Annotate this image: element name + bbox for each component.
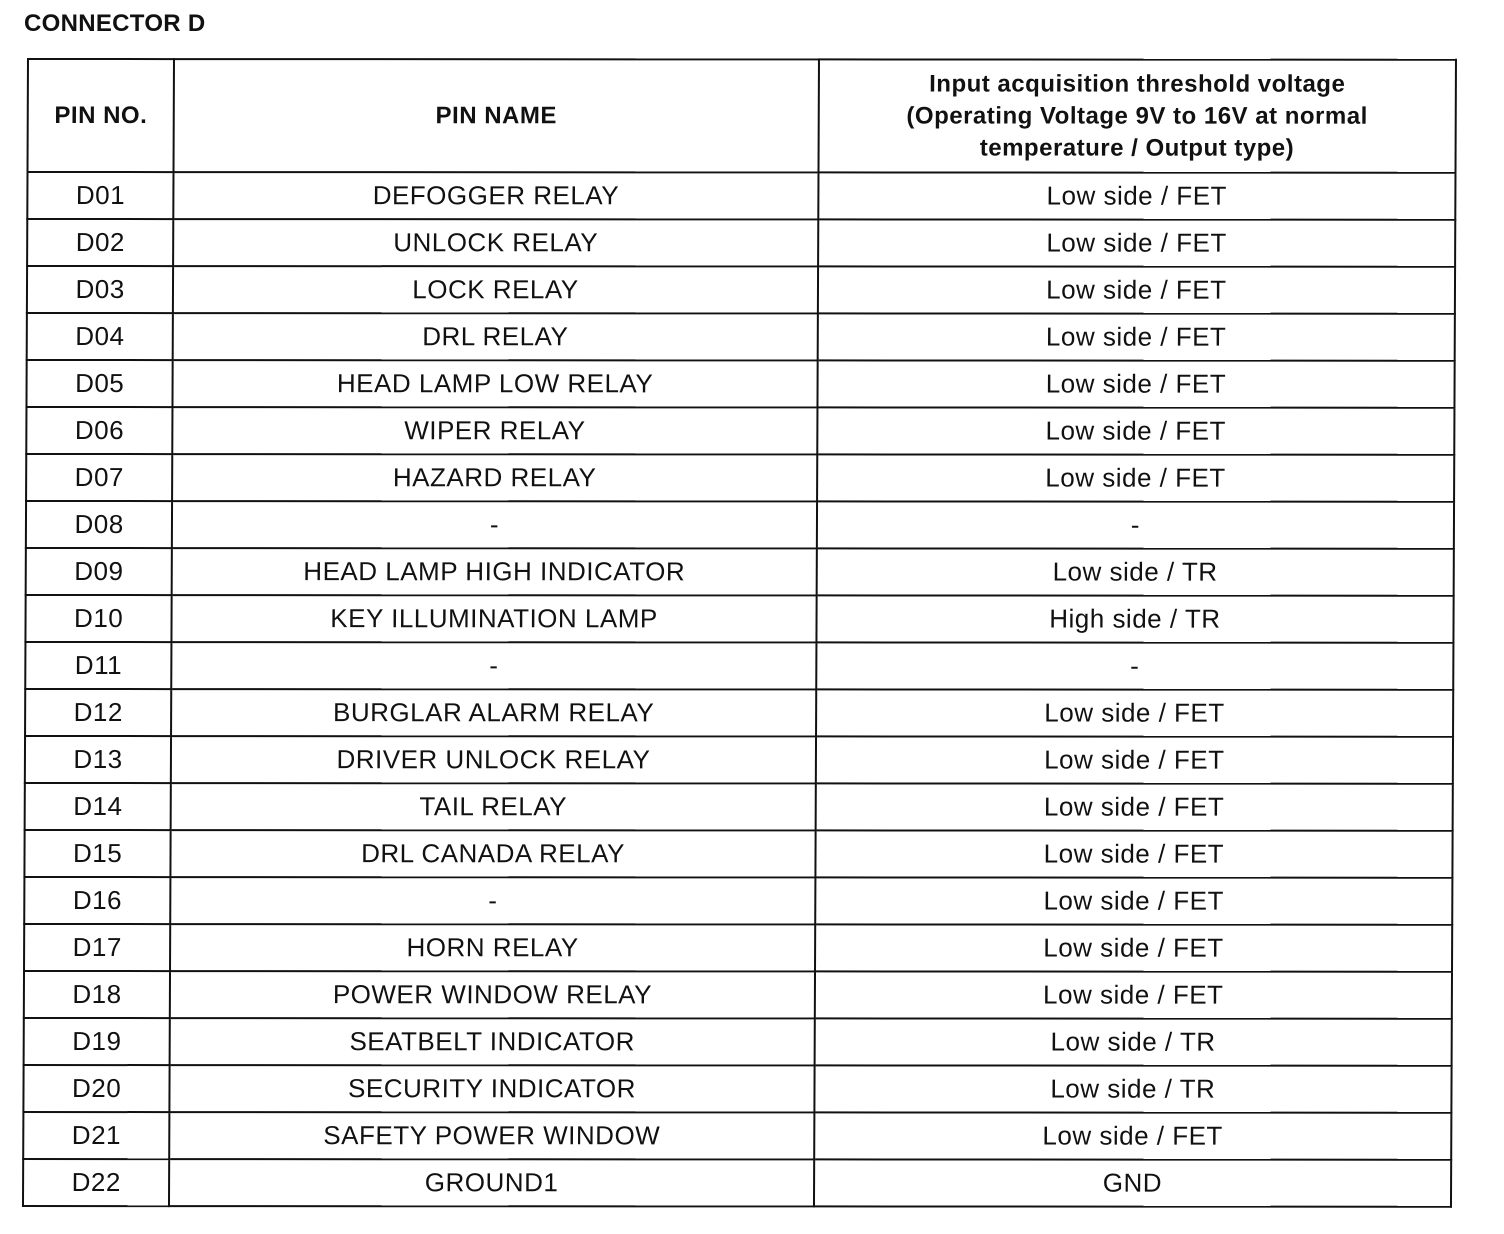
table-body	[23, 172, 1455, 1207]
pin-name-cell: SEATBELT INDICATOR	[170, 1018, 815, 1065]
output-type-cell: Low side / FET	[818, 219, 1455, 266]
output-type-cell: Low side / FET	[815, 924, 1452, 971]
table-row	[25, 783, 1453, 831]
output-type-cell: Low side / FET	[818, 266, 1455, 313]
pin-name-cell: BURGLAR ALARM RELAY	[171, 689, 816, 736]
pin-name-cell: HEAD LAMP HIGH INDICATOR	[172, 548, 817, 595]
output-type-cell: Low side / FET	[817, 360, 1454, 407]
table-row	[23, 1159, 1451, 1207]
output-type-cell: Low side / FET	[815, 830, 1452, 877]
table-row	[24, 877, 1452, 925]
output-type-cell: Low side / FET	[815, 877, 1452, 924]
pin-number-cell: D11	[25, 642, 171, 689]
pin-name-cell: POWER WINDOW RELAY	[170, 971, 815, 1018]
pin-name-cell: DEFOGGER RELAY	[174, 172, 819, 219]
pin-number-cell: D21	[23, 1112, 169, 1159]
header-threshold-line: temperature / Output type)	[979, 133, 1295, 162]
table-row	[23, 1065, 1451, 1113]
pin-number-cell: D17	[24, 924, 170, 971]
connector-pin-table	[22, 58, 1457, 1208]
pin-number-cell: D09	[26, 548, 172, 595]
output-type-cell: Low side / FET	[816, 736, 1453, 783]
header-threshold-line: Input acquisition threshold voltage	[929, 69, 1346, 98]
pin-name-cell: SECURITY INDICATOR	[170, 1065, 815, 1112]
pin-name-cell: UNLOCK RELAY	[173, 219, 818, 266]
pin-name-cell: -	[170, 877, 815, 924]
table-row	[24, 971, 1452, 1019]
table-row	[27, 266, 1455, 314]
output-type-cell: High side / TR	[816, 595, 1453, 642]
pin-number-cell: D19	[24, 1018, 170, 1065]
pin-number-cell: D02	[27, 219, 173, 266]
output-type-cell: Low side / FET	[817, 407, 1454, 454]
pin-name-cell: KEY ILLUMINATION LAMP	[172, 595, 817, 642]
pin-name-cell: DRIVER UNLOCK RELAY	[171, 736, 816, 783]
table-row	[27, 172, 1455, 220]
output-type-cell: Low side / FET	[816, 689, 1453, 736]
connector-title: CONNECTOR D	[24, 10, 206, 37]
header-pin-no: PIN NO.	[28, 59, 175, 172]
pin-number-cell: D07	[26, 454, 172, 501]
pin-name-cell: HAZARD RELAY	[172, 454, 817, 501]
pin-name-cell: SAFETY POWER WINDOW	[169, 1112, 814, 1159]
pin-name-cell: WIPER RELAY	[173, 407, 818, 454]
pin-number-cell: D05	[26, 360, 172, 407]
pin-number-cell: D10	[25, 595, 171, 642]
pin-name-cell: DRL RELAY	[173, 313, 818, 360]
table-row	[24, 830, 1452, 878]
table-row	[27, 313, 1455, 361]
table-row	[26, 454, 1454, 502]
output-type-cell: Low side / FET	[815, 783, 1452, 830]
pin-number-cell: D20	[23, 1065, 169, 1112]
pin-number-cell: D18	[24, 971, 170, 1018]
table-row	[23, 1112, 1451, 1160]
pin-number-cell: D01	[27, 172, 173, 219]
pin-number-cell: D06	[26, 407, 172, 454]
output-type-cell: Low side / TR	[814, 1065, 1451, 1112]
pin-number-cell: D16	[24, 877, 170, 924]
output-type-cell: GND	[814, 1159, 1451, 1206]
table-row	[25, 595, 1453, 643]
pin-name-cell: TAIL RELAY	[171, 783, 816, 830]
pin-number-cell: D14	[25, 783, 171, 830]
table-row	[26, 360, 1454, 408]
output-type-cell: Low side / TR	[816, 548, 1453, 595]
table-row	[26, 501, 1454, 549]
output-type-cell: Low side / FET	[818, 172, 1455, 219]
output-type-cell: Low side / FET	[814, 1112, 1451, 1159]
output-type-cell: Low side / FET	[815, 971, 1452, 1018]
table-row	[25, 689, 1453, 737]
pin-name-cell: GROUND1	[169, 1159, 814, 1206]
pin-number-cell: D22	[23, 1159, 169, 1206]
pin-name-cell: LOCK RELAY	[173, 266, 818, 313]
header-threshold-voltage	[818, 59, 1456, 172]
pin-number-cell: D13	[25, 736, 171, 783]
pin-name-cell: HEAD LAMP LOW RELAY	[173, 360, 818, 407]
pin-name-cell: DRL CANADA RELAY	[171, 830, 816, 877]
output-type-cell: -	[816, 642, 1453, 689]
pin-number-cell: D08	[26, 501, 172, 548]
header-pin-name: PIN NAME	[174, 59, 819, 172]
pin-number-cell: D04	[27, 313, 173, 360]
table-row	[24, 1018, 1452, 1066]
table-row	[25, 642, 1453, 690]
output-type-cell: Low side / TR	[814, 1018, 1451, 1065]
table-row	[27, 219, 1455, 267]
output-type-cell: Low side / FET	[817, 454, 1454, 501]
table-row	[26, 548, 1454, 596]
header-threshold-line: (Operating Voltage 9V to 16V at normal	[906, 101, 1368, 130]
pin-name-cell: HORN RELAY	[170, 924, 815, 971]
pin-name-cell: -	[172, 501, 817, 548]
pin-number-cell: D12	[25, 689, 171, 736]
table-header-row	[28, 59, 1456, 173]
output-type-cell: -	[817, 501, 1454, 548]
output-type-cell: Low side / FET	[817, 313, 1454, 360]
table-row	[24, 924, 1452, 972]
pin-number-cell: D15	[24, 830, 170, 877]
table-row	[26, 407, 1454, 455]
pin-name-cell: -	[172, 642, 817, 689]
table-row	[25, 736, 1453, 784]
pin-number-cell: D03	[27, 266, 173, 313]
